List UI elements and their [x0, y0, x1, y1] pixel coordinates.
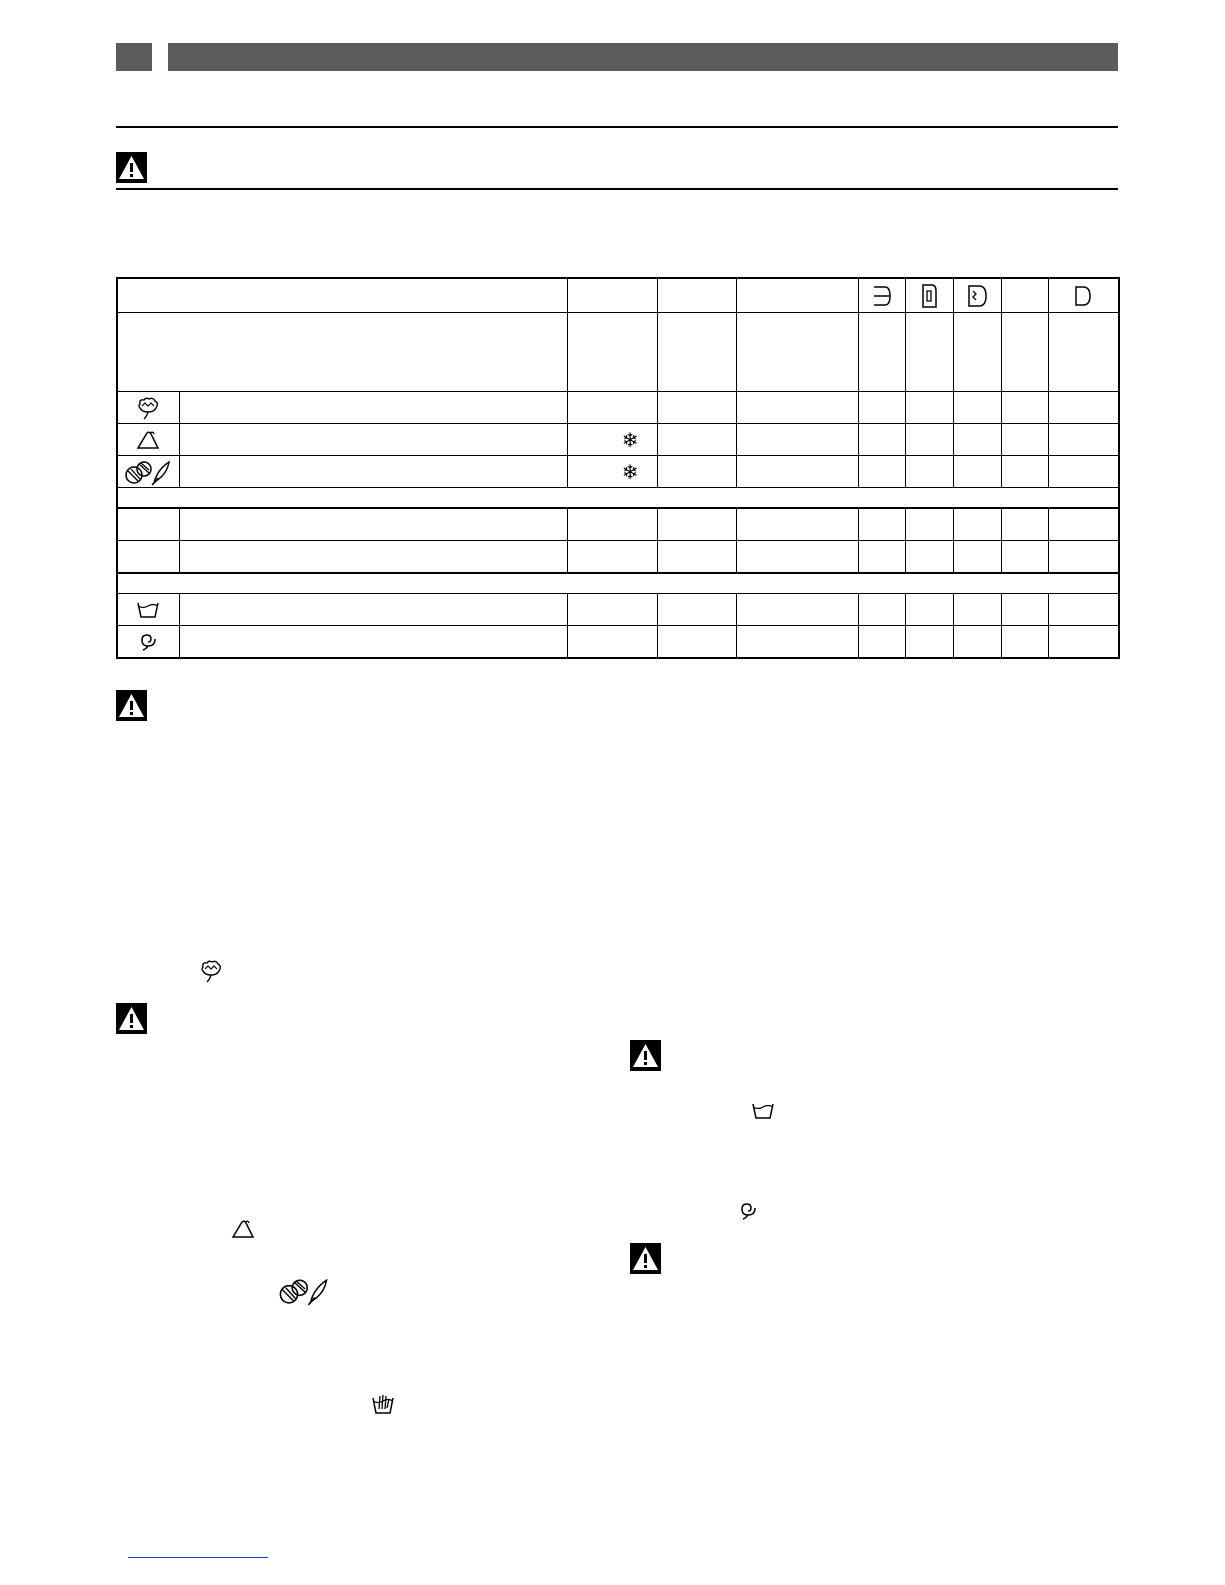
warning-triangle-icon: [630, 1040, 661, 1071]
table-header-row: [117, 278, 1119, 313]
table-row: [117, 424, 1119, 456]
table-row: [117, 456, 1119, 488]
cotton-flower-icon: [198, 958, 224, 984]
table-separator-row: [117, 488, 1119, 509]
page-number-box: [116, 43, 152, 71]
table-row: [117, 392, 1119, 424]
header-load-cell: [657, 278, 736, 313]
hand-wash-tub-icon: [370, 1393, 396, 1417]
table-subheader-row: [117, 313, 1119, 392]
rinse-tub-icon: [117, 594, 179, 626]
table-row: [117, 541, 1119, 574]
rinse-tub-icon: [750, 1100, 776, 1122]
footer-link-underline[interactable]: [128, 1557, 268, 1558]
section-bottom-rule: [116, 188, 1118, 190]
table-row: [117, 594, 1119, 626]
section-top-rule: [116, 126, 1118, 128]
synthetics-iron-icon: [230, 1217, 256, 1241]
spin-spiral-icon: [736, 1200, 760, 1222]
end-indicator-icon: [1048, 278, 1119, 313]
warning-triangle-icon: [116, 152, 147, 183]
programme-table: [116, 277, 1120, 659]
rinse-indicator-icon: [953, 278, 1001, 313]
table-separator-row: [117, 573, 1119, 594]
synthetics-iron-icon: [117, 424, 179, 456]
table-row: [117, 508, 1119, 541]
header-temperature-cell: [567, 278, 657, 313]
cotton-flower-icon: [117, 392, 179, 424]
header-bar: [168, 43, 1118, 71]
header-options-cell: [736, 278, 858, 313]
header-blank-cell: [1001, 278, 1048, 313]
table-row: [117, 626, 1119, 659]
snowflake-icon: ❄: [621, 459, 639, 484]
wash-indicator-icon: [905, 278, 953, 313]
prewash-indicator-icon: [858, 278, 905, 313]
header-programme-cell: [117, 278, 567, 313]
snowflake-icon: ❄: [621, 427, 639, 452]
warning-triangle-icon: [116, 690, 147, 721]
spin-spiral-icon: [117, 626, 179, 659]
warning-triangle-icon: [116, 1003, 147, 1034]
wool-feather-icon: [117, 456, 179, 488]
warning-triangle-icon: [630, 1243, 661, 1274]
wool-feather-icon: [276, 1276, 332, 1306]
